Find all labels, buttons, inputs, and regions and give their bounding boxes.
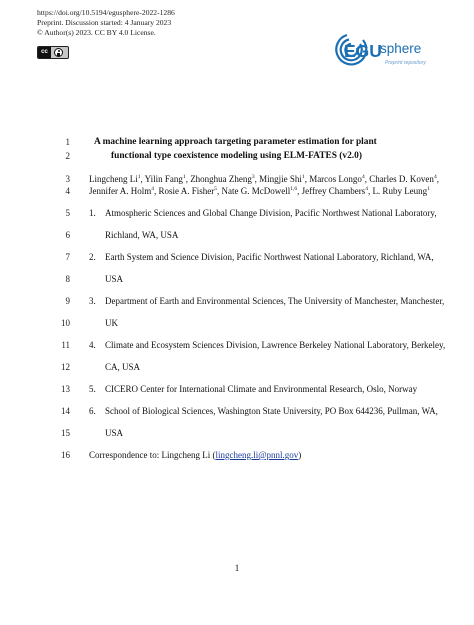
author-name: Zhonghua Zheng — [190, 174, 252, 184]
line-number: 9 — [65, 296, 70, 306]
line-number: 13 — [61, 384, 70, 394]
paper-title-line-2: functional type coexistence modeling using ELM-FATES (v2.0) — [111, 151, 362, 161]
author-name: Charles D. Koven — [369, 174, 434, 184]
affiliation-marker: 4 — [365, 186, 368, 192]
correspondence-line — [89, 449, 301, 461]
line-number: 8 — [65, 274, 70, 284]
author-name: Marcos Longo — [309, 174, 362, 184]
line-number: 5 — [65, 208, 70, 218]
affiliation-text: CICERO Center for International Climate and Environmental Research, Oslo, Norway — [105, 384, 418, 394]
affiliation-marker: 5 — [214, 186, 218, 192]
author-name: Nate G. McDowell — [221, 186, 291, 196]
author-list-line-1: Lingcheng Li$^1$, Yilin Fang$^1$, Zhonghua Zheng$^3$, Mingjie Shi$^1$, Marcos Longo$^4$, Charles D. Koven$^4$, — [89, 174, 439, 184]
affiliation-marker: 1 — [301, 174, 305, 180]
affiliation-text: USA — [105, 428, 124, 438]
egusphere-logo — [332, 30, 438, 70]
affiliation-marker: 4 — [361, 174, 365, 180]
affiliation-number: 2. — [89, 252, 96, 262]
line-number: 7 — [65, 252, 70, 262]
affiliation-number: 5. — [89, 384, 96, 394]
correspondence-suffix: ) — [298, 450, 302, 460]
affiliation-number: 4. — [89, 340, 96, 350]
license-text: © Author(s) 2023. CC BY 4.0 License. — [37, 28, 156, 37]
affiliation-marker: 1,6 — [290, 186, 298, 192]
correspondence-email-link[interactable]: lingcheng.li@pnnl.gov — [215, 450, 299, 460]
logo-tagline-text: Preprint repository — [385, 60, 426, 66]
affiliation-text: USA — [105, 274, 124, 284]
line-number: 4 — [65, 186, 70, 196]
line-number: 11 — [61, 340, 70, 350]
affiliation-number: 1. — [89, 208, 96, 218]
line-number: 14 — [61, 406, 70, 416]
line-number: 16 — [61, 450, 70, 460]
line-number: 2 — [65, 151, 70, 161]
author-name: Rosie A. Fisher — [158, 186, 215, 196]
correspondence-prefix: Correspondence to: Lingcheng Li ( — [89, 450, 216, 460]
affiliation-text: School of Biological Sciences, Washington State University, PO Box 644236, Pullman, WA, — [105, 406, 438, 416]
affiliation-text: Climate and Ecosystem Sciences Division, Lawrence Berkeley National Laboratory, Berkeley, — [105, 340, 446, 350]
author-name: L. Ruby Leung — [372, 186, 428, 196]
affiliation-text: CA, USA — [105, 362, 141, 372]
affiliation-number: 6. — [89, 406, 96, 416]
logo-sphere-text: sphere — [380, 41, 422, 56]
affiliation-marker: 4 — [151, 186, 154, 192]
affiliation-text: Earth System and Science Division, Pacific Northwest National Laboratory, Richland, WA, — [105, 252, 434, 262]
preprint-date-text: Preprint. Discussion started: 4 January 2023 — [37, 18, 172, 27]
line-number: 3 — [65, 174, 70, 184]
paper-title-line-1: A machine learning approach targeting parameter estimation for plant — [94, 137, 377, 147]
line-number: 10 — [61, 318, 70, 328]
author-name: Yilin Fang — [144, 174, 183, 184]
affiliation-text: Atmospheric Sciences and Global Change Division, Pacific Northwest National Laboratory, — [105, 208, 437, 218]
author-name: Jeffrey Chambers — [301, 186, 366, 196]
line-number: 12 — [61, 362, 70, 372]
affiliation-marker: 3 — [251, 174, 255, 180]
line-number: 15 — [61, 428, 70, 438]
affiliation-marker: 4 — [433, 174, 437, 180]
page-number: 1 — [234, 563, 240, 573]
cc-badge-text: cc — [38, 47, 51, 58]
author-name: Jennifer A. Holm — [89, 186, 152, 196]
author-name: Mingjie Shi — [259, 174, 302, 184]
affiliation-marker: 1 — [137, 174, 141, 180]
affiliation-text: Richland, WA, USA — [105, 230, 179, 240]
author-list-line-2: Jennifer A. Holm$^4$, Rosie A. Fisher$^5$, Nate G. McDowell$^{1,6}$, Jeffrey Chambers$^4$, L. Ruby Leung$^1$ — [89, 186, 430, 196]
logo-egu-text: EGU — [344, 41, 382, 61]
line-number: 1 — [65, 137, 70, 147]
doi-text[interactable]: https://doi.org/10.5194/egusphere-2022-1286 — [37, 8, 175, 17]
line-number: 6 — [65, 230, 70, 240]
cc-by-badge-icon[interactable] — [37, 46, 69, 59]
affiliation-text: UK — [105, 318, 118, 328]
affiliation-number: 3. — [89, 296, 96, 306]
affiliation-marker: 1 — [182, 174, 186, 180]
affiliation-text: Department of Earth and Environmental Sciences, The University of Manchester, Manchester, — [105, 296, 445, 306]
attribution-person-icon — [54, 48, 63, 57]
author-name: Lingcheng Li — [89, 174, 138, 184]
affiliation-marker: 1 — [427, 186, 430, 192]
